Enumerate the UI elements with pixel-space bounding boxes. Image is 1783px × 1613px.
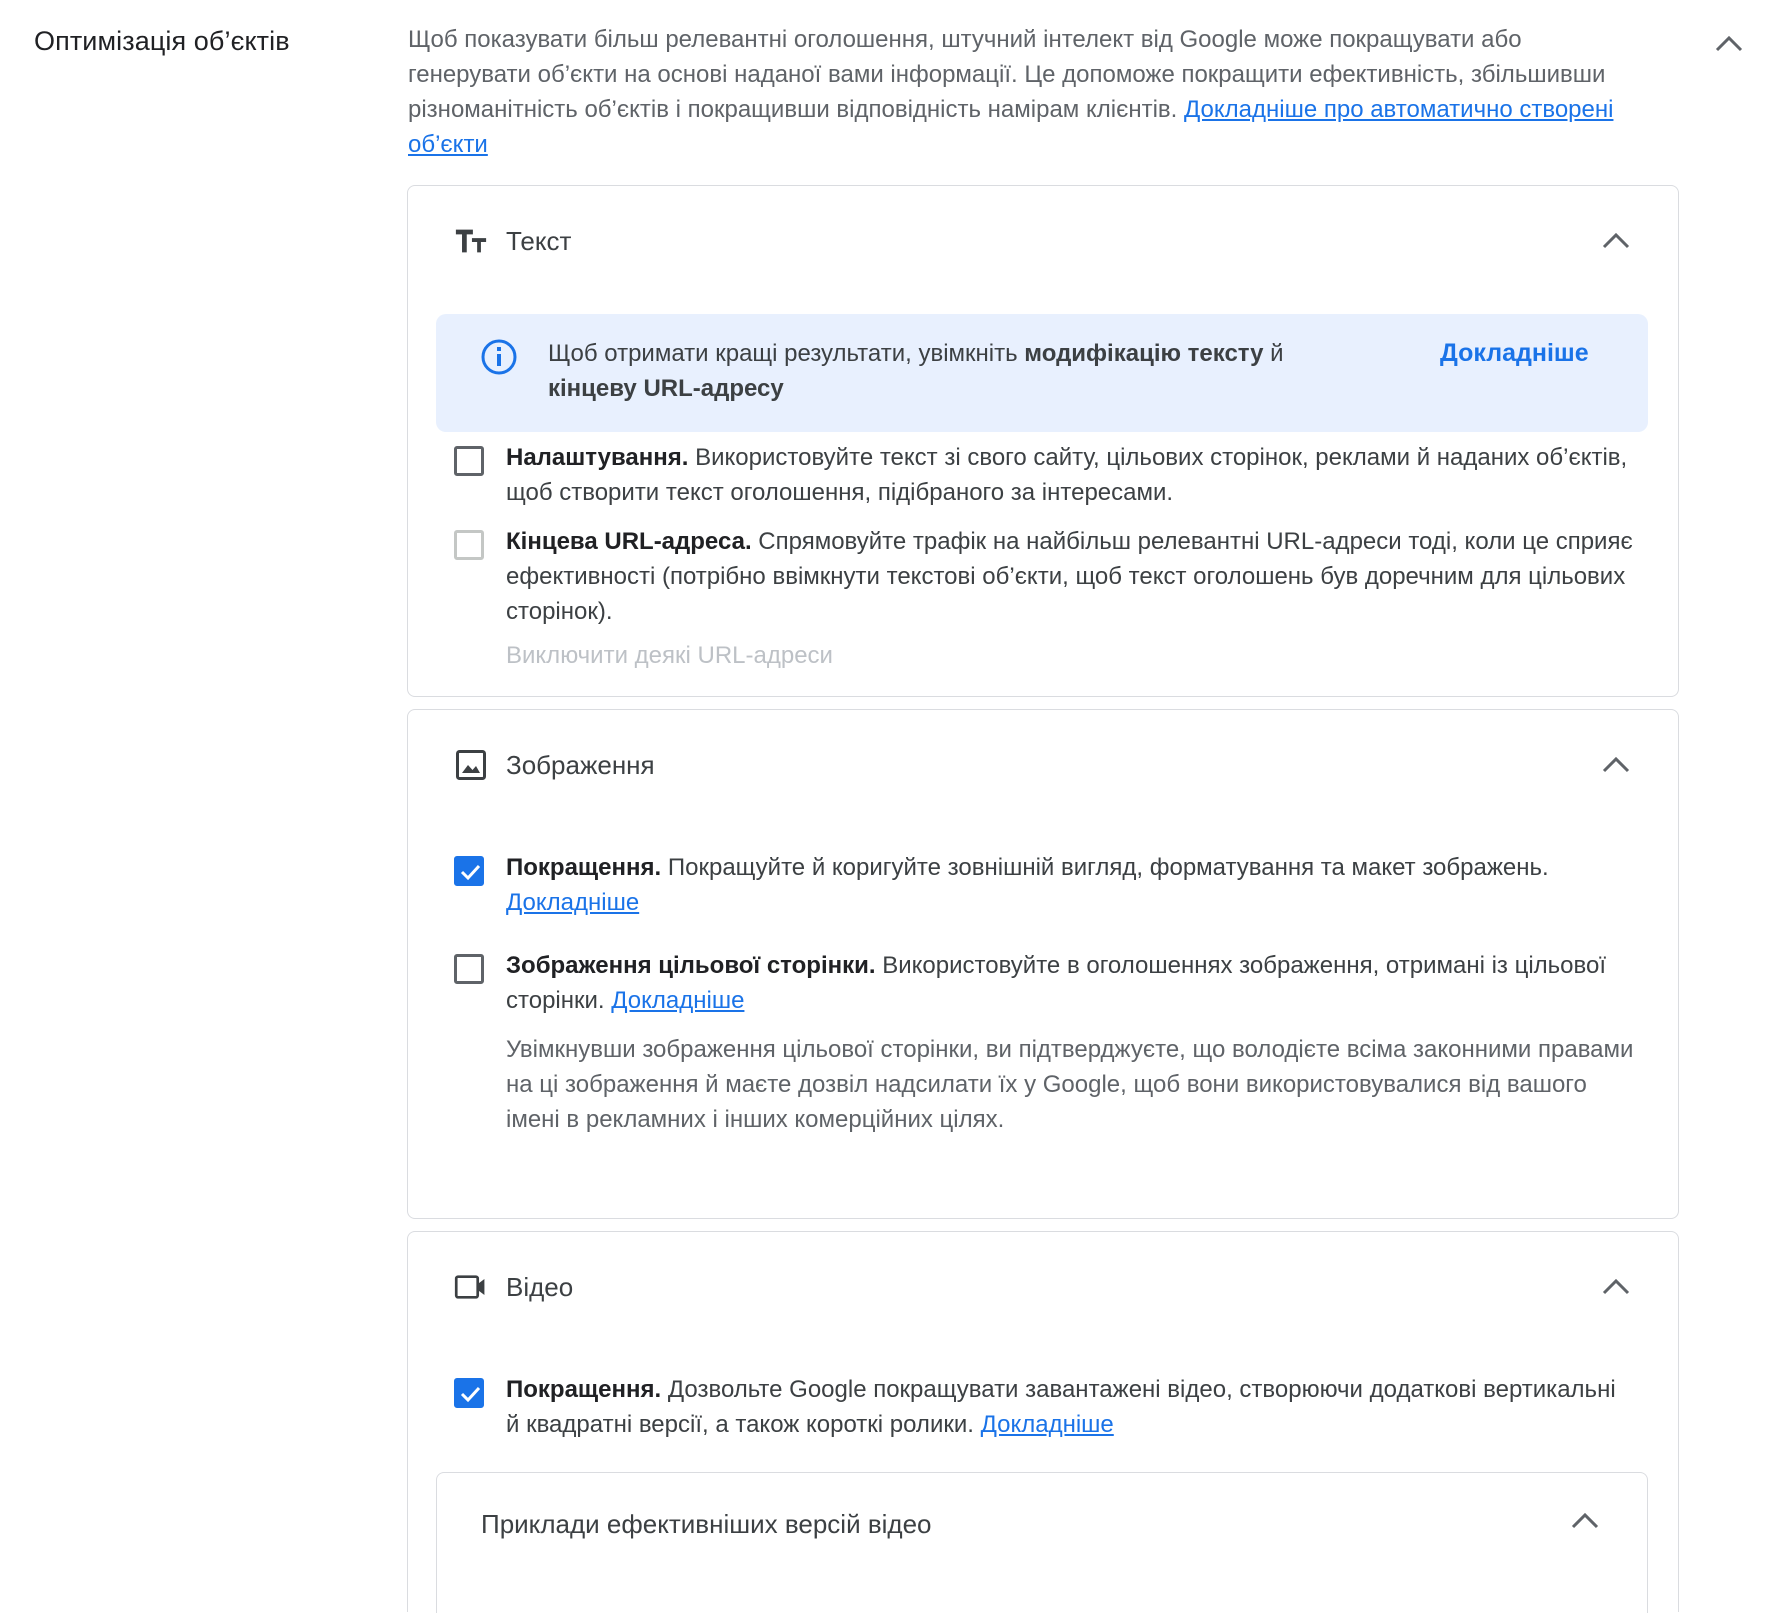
customization-checkbox[interactable]: [454, 446, 484, 476]
checkmark-icon: [458, 860, 482, 884]
image-card-header[interactable]: [454, 710, 655, 820]
image-enhancement-label: Покращення.: [506, 854, 662, 881]
collapse-section-chevron-icon[interactable]: [1711, 28, 1747, 60]
video-card-chevron-up-icon[interactable]: [1598, 1271, 1634, 1303]
customization-description: Використовуйте текст зі свого сайту, цільових сторінок, реклами й наданих об’єктів, щоб створити текст оголошення, підібраного за інтересами.: [506, 444, 1628, 506]
text-fields-icon: [454, 224, 488, 258]
landing-page-images-label: Зображення цільової сторінки.: [506, 952, 876, 979]
exclude-urls-link[interactable]: Виключити деякі URL-адреси: [506, 642, 833, 669]
image-card-chevron-up-icon[interactable]: [1598, 749, 1634, 781]
checkmark-icon: [458, 1382, 482, 1406]
option-video-enhancement: [454, 1372, 1634, 1442]
option-customization: [454, 440, 1634, 510]
video-card-title: Відео: [506, 1271, 574, 1302]
landing-page-images-learn-more-link[interactable]: Докладніше: [611, 987, 745, 1014]
banner-text: [548, 336, 1288, 406]
image-card-title: Зображення: [506, 749, 655, 780]
learn-more-auto-assets-link[interactable]: Докладніше про автоматично створені об’єкти: [408, 96, 1614, 158]
video-enhancement-description: Дозвольте Google покращувати завантажені відео, створюючи додаткові вертикальні й квадратні версії, а також короткі ролики.: [506, 1376, 1616, 1438]
banner-bold-text-modification: модифікацію тексту: [1024, 340, 1264, 367]
landing-page-images-checkbox[interactable]: [454, 954, 484, 984]
banner-bold-final-url: кінцеву URL-адресу: [548, 375, 784, 402]
banner-text-prefix: Щоб отримати кращі результати, увімкніть: [548, 340, 1025, 367]
image-assets-card: [407, 709, 1679, 1219]
video-assets-card: [407, 1231, 1679, 1612]
final-url-checkbox[interactable]: [454, 530, 484, 560]
section-intro: [408, 22, 1648, 162]
text-card-title: Текст: [506, 225, 572, 256]
video-card-header[interactable]: [454, 1232, 573, 1342]
text-assets-card: [407, 185, 1679, 697]
option-landing-page-images: [454, 948, 1634, 1137]
image-enhancement-checkbox[interactable]: [454, 856, 484, 886]
text-card-header[interactable]: [454, 186, 571, 296]
landing-page-images-note: Увімкнувши зображення цільової сторінки, ви підтверджуєте, що володієте всіма законними правами на ці зображення й маєте дозвіл надсилати їх у Google, щоб вони використовувалися від вашого імені в рекламних і інших комерційних цілях.: [506, 1036, 1634, 1133]
banner-learn-more-link[interactable]: Докладніше: [1440, 339, 1589, 367]
info-icon: [480, 338, 518, 376]
section-title: Оптимізація об’єктів: [34, 26, 290, 56]
image-enhancement-learn-more-link[interactable]: Докладніше: [506, 889, 640, 916]
text-info-banner: [436, 314, 1648, 432]
video-examples-subsection: [436, 1472, 1648, 1613]
option-image-enhancement: [454, 850, 1634, 920]
banner-text-mid: й: [1263, 340, 1284, 367]
final-url-label: Кінцева URL-адреса.: [506, 528, 752, 555]
videocam-icon: [454, 1270, 488, 1304]
video-examples-title: Приклади ефективніших версій відео: [481, 1509, 932, 1539]
video-examples-chevron-up-icon[interactable]: [1567, 1505, 1603, 1537]
customization-label: Налаштування.: [506, 444, 689, 471]
intro-text: Щоб показувати більш релевантні оголошення, штучний інтелект від Google може покращувати або генерувати об’єкти на основі наданої вами інформації. Це допоможе покращити ефективність, збільшивши різноманітність об’єктів і покращивши відповідність намірам клієнтів.: [408, 26, 1606, 123]
final-url-description: Спрямовуйте трафік на найбільш релевантні URL-адреси тоді, коли це сприяє ефективності (потрібно ввімкнути текстові об’єкти, щоб текст оголошень був доречним для цільових сторінок).: [506, 528, 1633, 625]
option-final-url: [454, 524, 1634, 673]
text-card-chevron-up-icon[interactable]: [1598, 225, 1634, 257]
video-enhancement-label: Покращення.: [506, 1376, 662, 1403]
video-enhancement-checkbox[interactable]: [454, 1378, 484, 1408]
video-enhancement-learn-more-link[interactable]: Докладніше: [980, 1411, 1114, 1438]
image-enhancement-description: Покращуйте й коригуйте зовнішній вигляд, форматування та макет зображень.: [661, 854, 1549, 881]
image-icon: [454, 748, 488, 782]
landing-page-images-description: Використовуйте в оголошеннях зображення, отримані із цільової сторінки.: [506, 952, 1607, 1014]
